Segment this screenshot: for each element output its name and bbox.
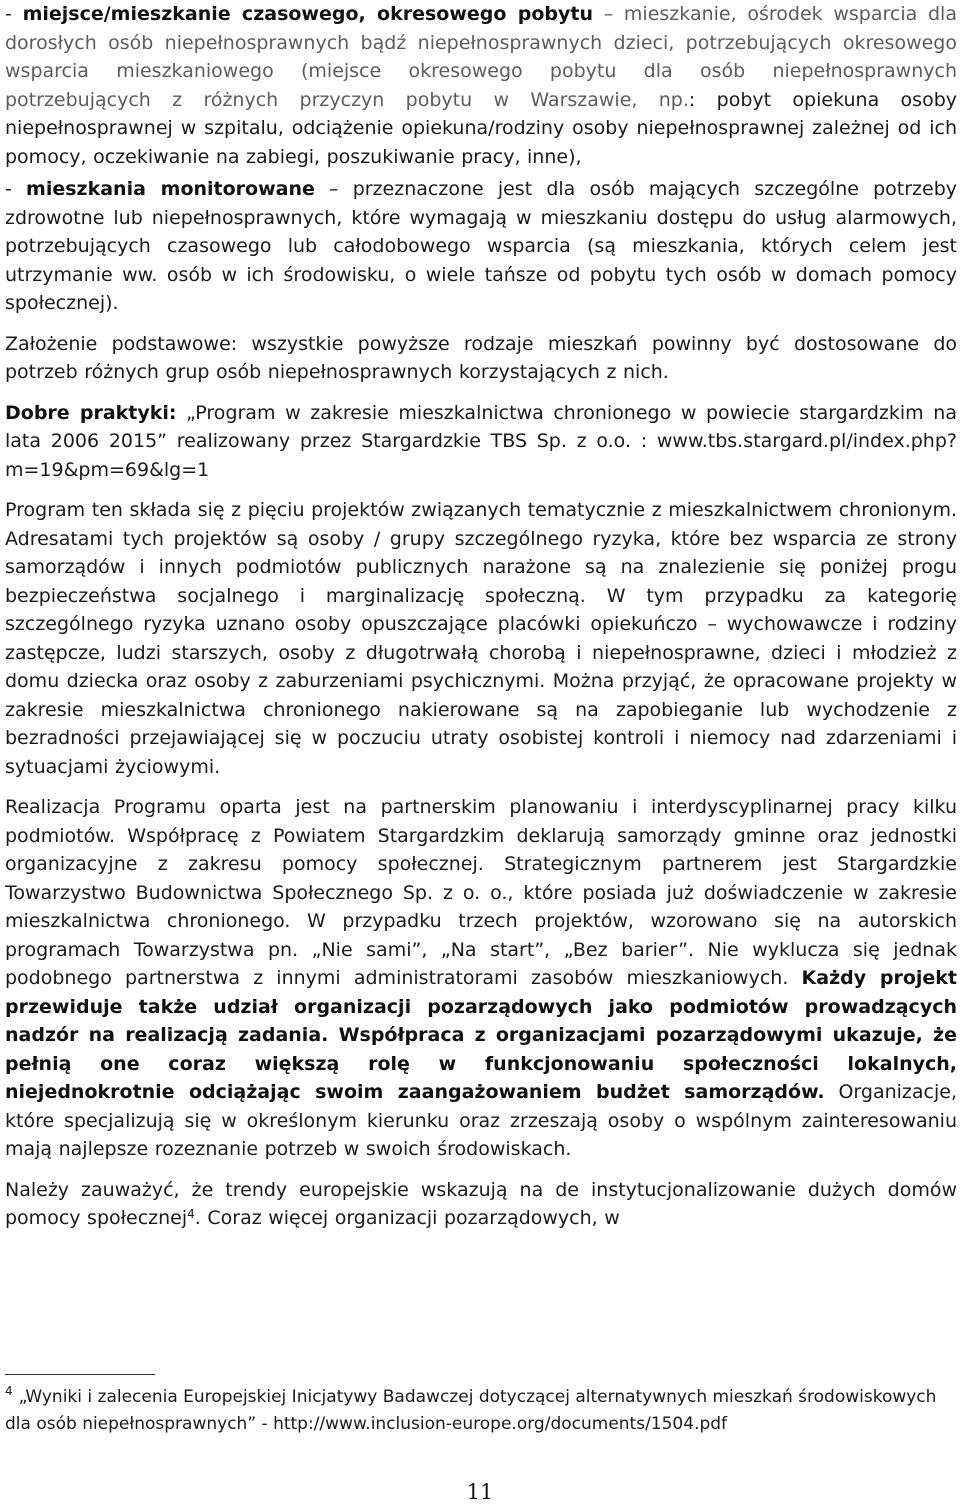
paragraph-realization: [5, 793, 957, 1164]
list-dash: -: [5, 3, 23, 25]
term-monitored-housing: mieszkania monitorowane: [26, 178, 315, 200]
realization-text-a: Realizacja Programu oparta jest na partnerskim planowaniu i interdyscyplinarnej pracy kilku podmiotów. Współpracę z Powiatem Stargardzkim deklarują samorządy gminne oraz jednostki organizacyjne z zakresu pomocy społecznej. Strategicznym partnerem jest Stargardzkie Towarzystwo Budownictwa Społecznego Sp. z o. o., które posiada już doświadczenie w zakresie mieszkalnictwa chronionego. W przypadku trzech projektów, wzorowano się na autorskich programach Towarzystwa pn. „Nie sami”, „Na start”, „Bez barier”. Nie wyklucza się jednak podobnego partnerstwa z innymi administratorami zasobów mieszkaniowych.: [5, 796, 957, 989]
definition-monitored-housing: – przeznaczone jest dla osób mających szczególne potrzeby zdrowotne lub niepełnosprawnych, które wymagają w mieszkaniu dostępu do usług alarmowych, potrzebujących czasowego lub całodobowego wsparcia (są mieszkania, których celem jest utrzymanie ww. osób w ich środowisku, o wiele tańsze od pobytu tych osób w domach pomocy społecznej).: [5, 178, 957, 314]
good-practices-label: Dobre praktyki:: [5, 401, 177, 424]
good-practices-text: „Program w zakresie mieszkalnictwa chronionego w powiecie stargardzkim na lata 2006 2015” realizowany przez Stargardzkie TBS Sp. z o.o. : www.tbs.stargard.pl/index.php?m=19&pm=69&lg=1: [5, 401, 957, 481]
footnote: [5, 1384, 957, 1438]
list-dash: -: [5, 178, 27, 200]
paragraph-program: Program ten składa się z pięciu projektów związanych tematycznie z mieszkalnictwem chronionym. Adresatami tych projektów są osoby / grupy szczególnego ryzyka, które bez wsparcia ze strony samorządów i innych podmiotów publicznych narażone są na znalezienie się poniżej progu bezpieczeństwa socjalnego i marginalizację społeczną. W tym przypadku za kategorię szczególnego ryzyka uznano osoby opuszczające placówki opiekuńczo – wychowawcze i rodziny zastępcze, ludzi starszych, osoby z długotrwałą chorobą i niepełnosprawne, dzieci i młodzież z domu dziecka oraz osoby z zaburzeniami psychicznymi. Można przyjąć, że opracowane projekty w zakresie mieszkalnictwa chronionego nakierowane są na zapobieganie lub wychodzenie z bezradności przejawiającej się w poczuciu utraty osobistej kontroli i niemocy nad zdarzeniami i sytuacjami życiowymi.: [5, 499, 957, 778]
realization-text-c: Organizacje, które specjalizują się w określonym kierunku oraz zrzeszają osoby o wspólnym zainteresowaniu mają najlepsze rozeznanie potrzeb w swoich środowiskach.: [5, 1081, 957, 1160]
realization-text-bold: Każdy projekt przewiduje także udział organizacji pozarządowych jako podmiotów prowadzących nadzór na realizacją zadania. Współpraca z organizacjami pozarządowymi ukazuje, że pełnią one coraz większą rolę w funkcjonowaniu społeczności lokalnych, niejednokrotnie odciążając swoim zaangażowaniem budżet samorządów.: [5, 967, 957, 1103]
footnote-text: „Wyniki i zalecenia Europejskiej Inicjatywy Badawczej dotyczącej alternatywnych mieszkań środowiskowych dla osób niepełnosprawnych” - http://www.inclusion-europe.org/documents/1504.pdf: [5, 1387, 937, 1434]
document-page: [5, 0, 957, 1233]
paragraph-european-trends: [5, 1176, 957, 1233]
paragraph-basic-assumption: Założenie podstawowe: wszystkie powyższe rodzaje mieszkań powinny być dostosowane do potrzeb różnych grup osób niepełnosprawnych korzystających z nich.: [5, 332, 957, 383]
list-item-monitored-housing: [5, 175, 957, 318]
term-temporary-housing: miejsce/mieszkanie czasowego, okresowego pobytu: [22, 3, 593, 25]
list-item-temporary-housing: [5, 0, 957, 171]
definition-temporary-housing: – mieszkanie, ośrodek wsparcia dla dorosłych osób niepełnosprawnych bądź niepełnosprawnych dzieci, potrzebujących okresowego wsparcia mieszkaniowego (miejsce okresowego pobytu dla osób niepełnosprawnych potrzebujących z różnych przyczyn pobytu w Warszawie, np.: [5, 3, 957, 111]
footnote-reference: 4: [187, 1207, 195, 1221]
page-number: 11: [466, 1480, 494, 1504]
paragraph-good-practices: [5, 399, 957, 485]
footnote-number: 4: [5, 1384, 13, 1398]
european-trends-text-b: . Coraz więcej organizacji pozarządowych, w: [194, 1207, 620, 1229]
definition-temporary-housing-tail: : pobyt opiekuna osoby niepełnosprawnej w szpitalu, odciążenie opiekuna/rodziny osoby niepełnosprawnej zależnej od ich pomocy, oczekiwanie na zabiegi, poszukiwanie pracy, inne),: [5, 88, 958, 168]
footnote-divider: [5, 1374, 155, 1375]
european-trends-text-a: Należy zauważyć, że trendy europejskie wskazują na de instytucjonalizowanie dużych domów pomocy społecznej: [5, 1178, 957, 1229]
